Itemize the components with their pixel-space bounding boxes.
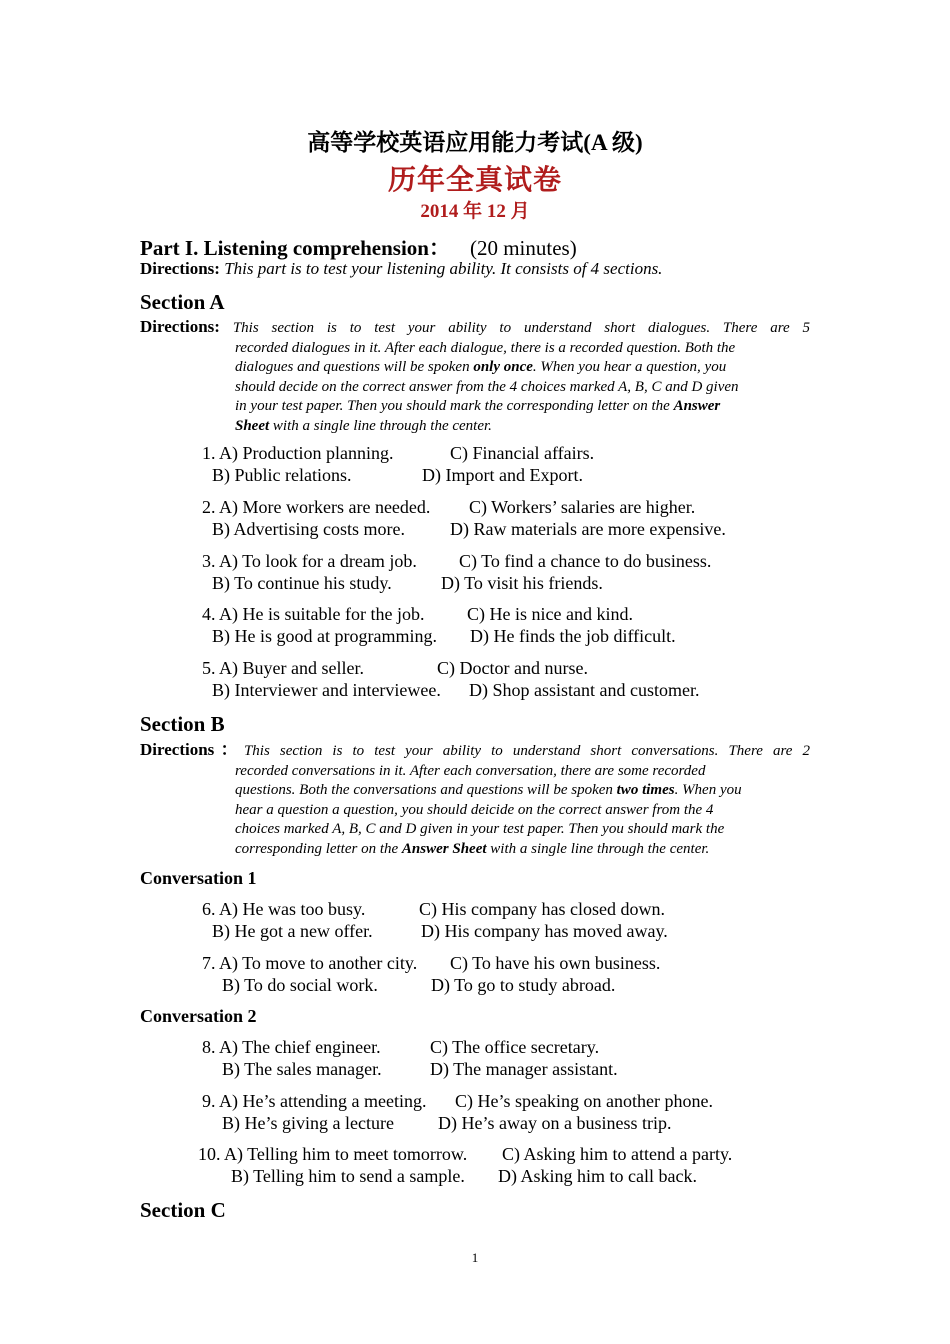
question-1-option-b: B) Public relations. [212, 465, 352, 485]
exam-date: 2014 年 12 月 [420, 201, 530, 222]
conversation-2-heading: Conversation 2 [140, 1006, 257, 1026]
question-2-option-d: D) Raw materials are more expensive. [450, 519, 726, 539]
question-1-option-c: C) Financial affairs. [450, 443, 595, 463]
section-b-dir-line: choices marked A, B, C and D given in your test paper. Then you should mark the [235, 821, 725, 837]
question-4-option-a: 4. A) He is suitable for the job. [202, 604, 425, 624]
question-5-option-a: 5. A) Buyer and seller. [202, 658, 364, 678]
section-a-directions-label: Directions: [140, 317, 220, 336]
question-4-option-b: B) He is good at programming. [212, 626, 437, 646]
section-b-heading: Section B [140, 712, 225, 736]
conversation-1-heading: Conversation 1 [140, 868, 257, 888]
question-6-option-a: 6. A) He was too busy. [202, 899, 366, 919]
question-7-option-c: C) To have his own business. [450, 953, 661, 973]
section-c-heading: Section C [140, 1198, 226, 1222]
question-10-option-a: 10. A) Telling him to meet tomorrow. [198, 1144, 468, 1164]
question-5-option-b: B) Interviewer and interviewee. [212, 680, 441, 700]
question-5-option-c: C) Doctor and nurse. [437, 658, 588, 678]
page-number: 1 [471, 1250, 479, 1265]
section-b-dir-line: This section is to test your ability to understand short conversations. There are 2 [243, 743, 810, 759]
section-a-heading: Section A [140, 290, 225, 314]
part-heading [140, 232, 577, 262]
section-b-directions [140, 740, 810, 859]
question-8-option-d: D) The manager assistant. [430, 1059, 618, 1079]
section-b-dir-line: hear a question a question, you should deicide on the correct answer from the 4 [235, 801, 714, 818]
question-3-option-b: B) To continue his study. [212, 573, 392, 593]
question-10-option-c: C) Asking him to attend a party. [502, 1144, 733, 1164]
part-heading-title: Part I. Listening comprehension： [140, 236, 450, 260]
part-time: (20 minutes) [469, 236, 577, 260]
question-7-option-a: 7. A) To move to another city. [202, 953, 418, 973]
question-7-option-b: B) To do social work. [222, 975, 378, 995]
question-4-option-c: C) He is nice and kind. [467, 604, 633, 624]
question-6-option-c: C) His company has closed down. [419, 899, 665, 919]
section-b-dir-line: questions. Both the conversations and questions will be spoken two times. When you [235, 782, 742, 798]
question-8-option-b: B) The sales manager. [222, 1059, 382, 1079]
question-4-option-d: D) He finds the job difficult. [470, 626, 676, 646]
question-7-option-d: D) To go to study abroad. [431, 975, 616, 995]
section-a-dir-line: should decide on the correct answer from the 4 choices marked A, B, C and D given [235, 378, 739, 395]
question-2-option-b: B) Advertising costs more. [212, 519, 405, 539]
question-8-option-a: 8. A) The chief engineer. [202, 1037, 381, 1057]
question-3-option-d: D) To visit his friends. [441, 573, 603, 593]
question-1-option-d: D) Import and Export. [422, 465, 583, 485]
section-a-dir-line: Sheet with a single line through the center. [235, 417, 492, 434]
part-directions-label: Directions: [140, 259, 220, 278]
question-9-option-a: 9. A) He’s attending a meeting. [202, 1091, 427, 1111]
question-9-option-d: D) He’s away on a business trip. [438, 1113, 672, 1133]
question-9-option-b: B) He’s giving a lecture [222, 1113, 394, 1133]
question-9-option-c: C) He’s speaking on another phone. [455, 1091, 713, 1111]
question-5-option-d: D) Shop assistant and customer. [469, 680, 700, 700]
section-a-dir-line: in your test paper. Then you should mark the corresponding letter on the Answer [235, 398, 721, 414]
question-2-option-c: C) Workers’ salaries are higher. [469, 497, 696, 517]
question-8-option-c: C) The office secretary. [430, 1037, 600, 1057]
section-b-dir-line: recorded conversations in it. After each conversation, there are some recorded [235, 762, 706, 779]
exam-title: 高等学校英语应用能力考试(A 级) [307, 130, 643, 155]
exam-subtitle: 历年全真试卷 [387, 165, 562, 196]
section-a-dir-line: dialogues and questions will be spoken only once. When you hear a question, you [235, 359, 727, 375]
section-a-dir-line: This section is to test your ability to understand short dialogues. There are 5 [232, 320, 810, 336]
question-3-option-c: C) To find a chance to do business. [459, 551, 712, 571]
section-a-directions [140, 317, 810, 436]
question-6-option-b: B) He got a new offer. [212, 921, 373, 941]
question-10-option-b: B) Telling him to send a sample. [231, 1166, 465, 1186]
section-b-directions-label: Directions： [140, 740, 244, 759]
question-10-option-d: D) Asking him to call back. [498, 1166, 697, 1186]
question-2-option-a: 2. A) More workers are needed. [202, 497, 431, 517]
part-directions [140, 259, 662, 279]
section-a-dir-line: recorded dialogues in it. After each dialogue, there is a recorded question. Both the [235, 339, 736, 356]
part-directions-text: This part is to test your listening ability. It consists of 4 sections. [224, 259, 663, 278]
section-b-dir-line: corresponding letter on the Answer Sheet with a single line through the center. [235, 840, 710, 857]
question-6-option-d: D) His company has moved away. [421, 921, 668, 941]
question-1-option-a: 1. A) Production planning. [202, 443, 394, 463]
question-3-option-a: 3. A) To look for a dream job. [202, 551, 417, 571]
